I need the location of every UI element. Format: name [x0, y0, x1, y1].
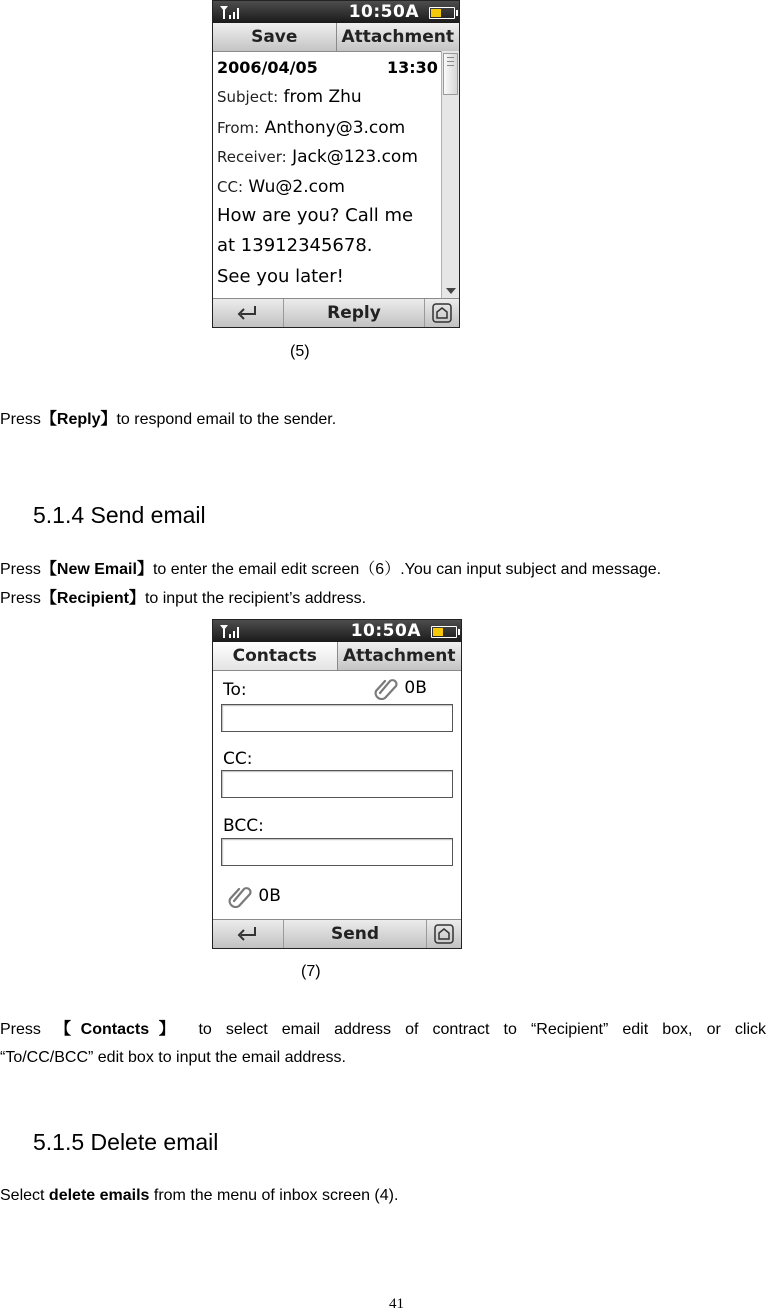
receiver-label: Receiver: — [217, 148, 287, 166]
mail-from — [217, 118, 405, 138]
status-bar — [213, 1, 459, 23]
mail-receiver — [217, 147, 418, 167]
signal-icon — [219, 4, 243, 20]
signal-icon — [219, 623, 243, 639]
reply-button[interactable]: Reply — [327, 303, 381, 323]
paragraph-reply: Press【Reply】to respond email to the sender. — [0, 411, 337, 428]
battery-icon — [429, 7, 455, 19]
subject-label: Subject: — [217, 88, 279, 106]
tab-save[interactable]: Save — [251, 27, 298, 47]
attachment-size-bottom: 0B — [227, 884, 281, 908]
to-field[interactable] — [221, 704, 453, 732]
clock: 10:50A — [348, 2, 419, 22]
mail-time: 13:30 — [387, 58, 438, 77]
from-value: Anthony@3.com — [264, 118, 406, 138]
tab-attachment[interactable]: Attachment — [337, 642, 462, 670]
tab-bar — [213, 642, 461, 671]
home-icon — [433, 924, 455, 944]
tab-contacts[interactable]: Contacts — [213, 642, 337, 670]
tab-bar — [213, 23, 459, 52]
cc-value: Wu@2.com — [248, 177, 345, 197]
tab-attachment[interactable]: Attachment — [336, 23, 460, 51]
home-button[interactable] — [426, 920, 461, 948]
battery-icon — [431, 626, 457, 638]
receiver-value: Jack@123.com — [292, 147, 418, 167]
paragraph-delete: Select delete emails from the menu of inbox screen (4). — [0, 1187, 399, 1204]
section-heading: 5.1.5 Delete email — [33, 1129, 219, 1155]
scrollbar[interactable] — [441, 51, 459, 298]
cc-field[interactable] — [221, 770, 453, 798]
paragraph-recipient: Press【Recipient】to input the recipient’s address. — [0, 590, 367, 607]
paperclip-icon — [373, 676, 399, 700]
email-view-screenshot — [212, 0, 460, 328]
scroll-down-icon[interactable] — [446, 288, 456, 294]
back-button[interactable] — [213, 299, 284, 327]
mail-body-line: How are you? Call me — [217, 205, 414, 226]
bcc-label: BCC: — [223, 816, 264, 836]
back-button[interactable] — [213, 920, 284, 948]
back-icon — [235, 924, 261, 944]
clock: 10:50A — [350, 621, 421, 641]
cc-label: CC: — [223, 749, 253, 769]
paragraph-contacts-line2: “To/CC/BCC” edit box to input the email address. — [0, 1049, 346, 1066]
section-heading: 5.1.4 Send email — [33, 502, 206, 528]
status-bar — [213, 620, 461, 642]
mail-cc — [217, 177, 345, 197]
mail-subject — [217, 87, 362, 107]
paperclip-icon — [227, 884, 253, 908]
from-label: From: — [217, 119, 260, 137]
to-label: To: — [223, 680, 247, 700]
mail-date: 2006/04/05 — [217, 58, 318, 77]
paragraph-new-email: Press【New Email】to enter the email edit screen（6）.You can input subject and message. — [0, 561, 662, 578]
mail-body-line: See you later! — [217, 266, 344, 287]
recipient-edit-screenshot — [212, 619, 462, 949]
figure-caption: (5) — [290, 343, 310, 360]
subject-value: from Zhu — [283, 87, 362, 107]
scroll-thumb[interactable] — [443, 53, 458, 95]
paragraph-contacts: Press 【Contacts】 to select email address of contract to “Recipient” edit box, or click — [0, 1021, 766, 1038]
softkey-bar — [213, 919, 461, 948]
attachment-size-top: 0B — [373, 676, 427, 700]
home-button[interactable] — [424, 299, 459, 327]
softkey-bar — [213, 298, 459, 327]
back-icon — [235, 303, 261, 323]
page-number: 41 — [389, 1296, 404, 1312]
mail-body-line: at 13912345678. — [217, 235, 373, 256]
send-button[interactable]: Send — [330, 924, 380, 944]
bcc-field[interactable] — [221, 838, 453, 866]
cc-label: CC: — [217, 178, 244, 196]
home-icon — [431, 303, 453, 323]
figure-caption: (7) — [301, 963, 321, 980]
